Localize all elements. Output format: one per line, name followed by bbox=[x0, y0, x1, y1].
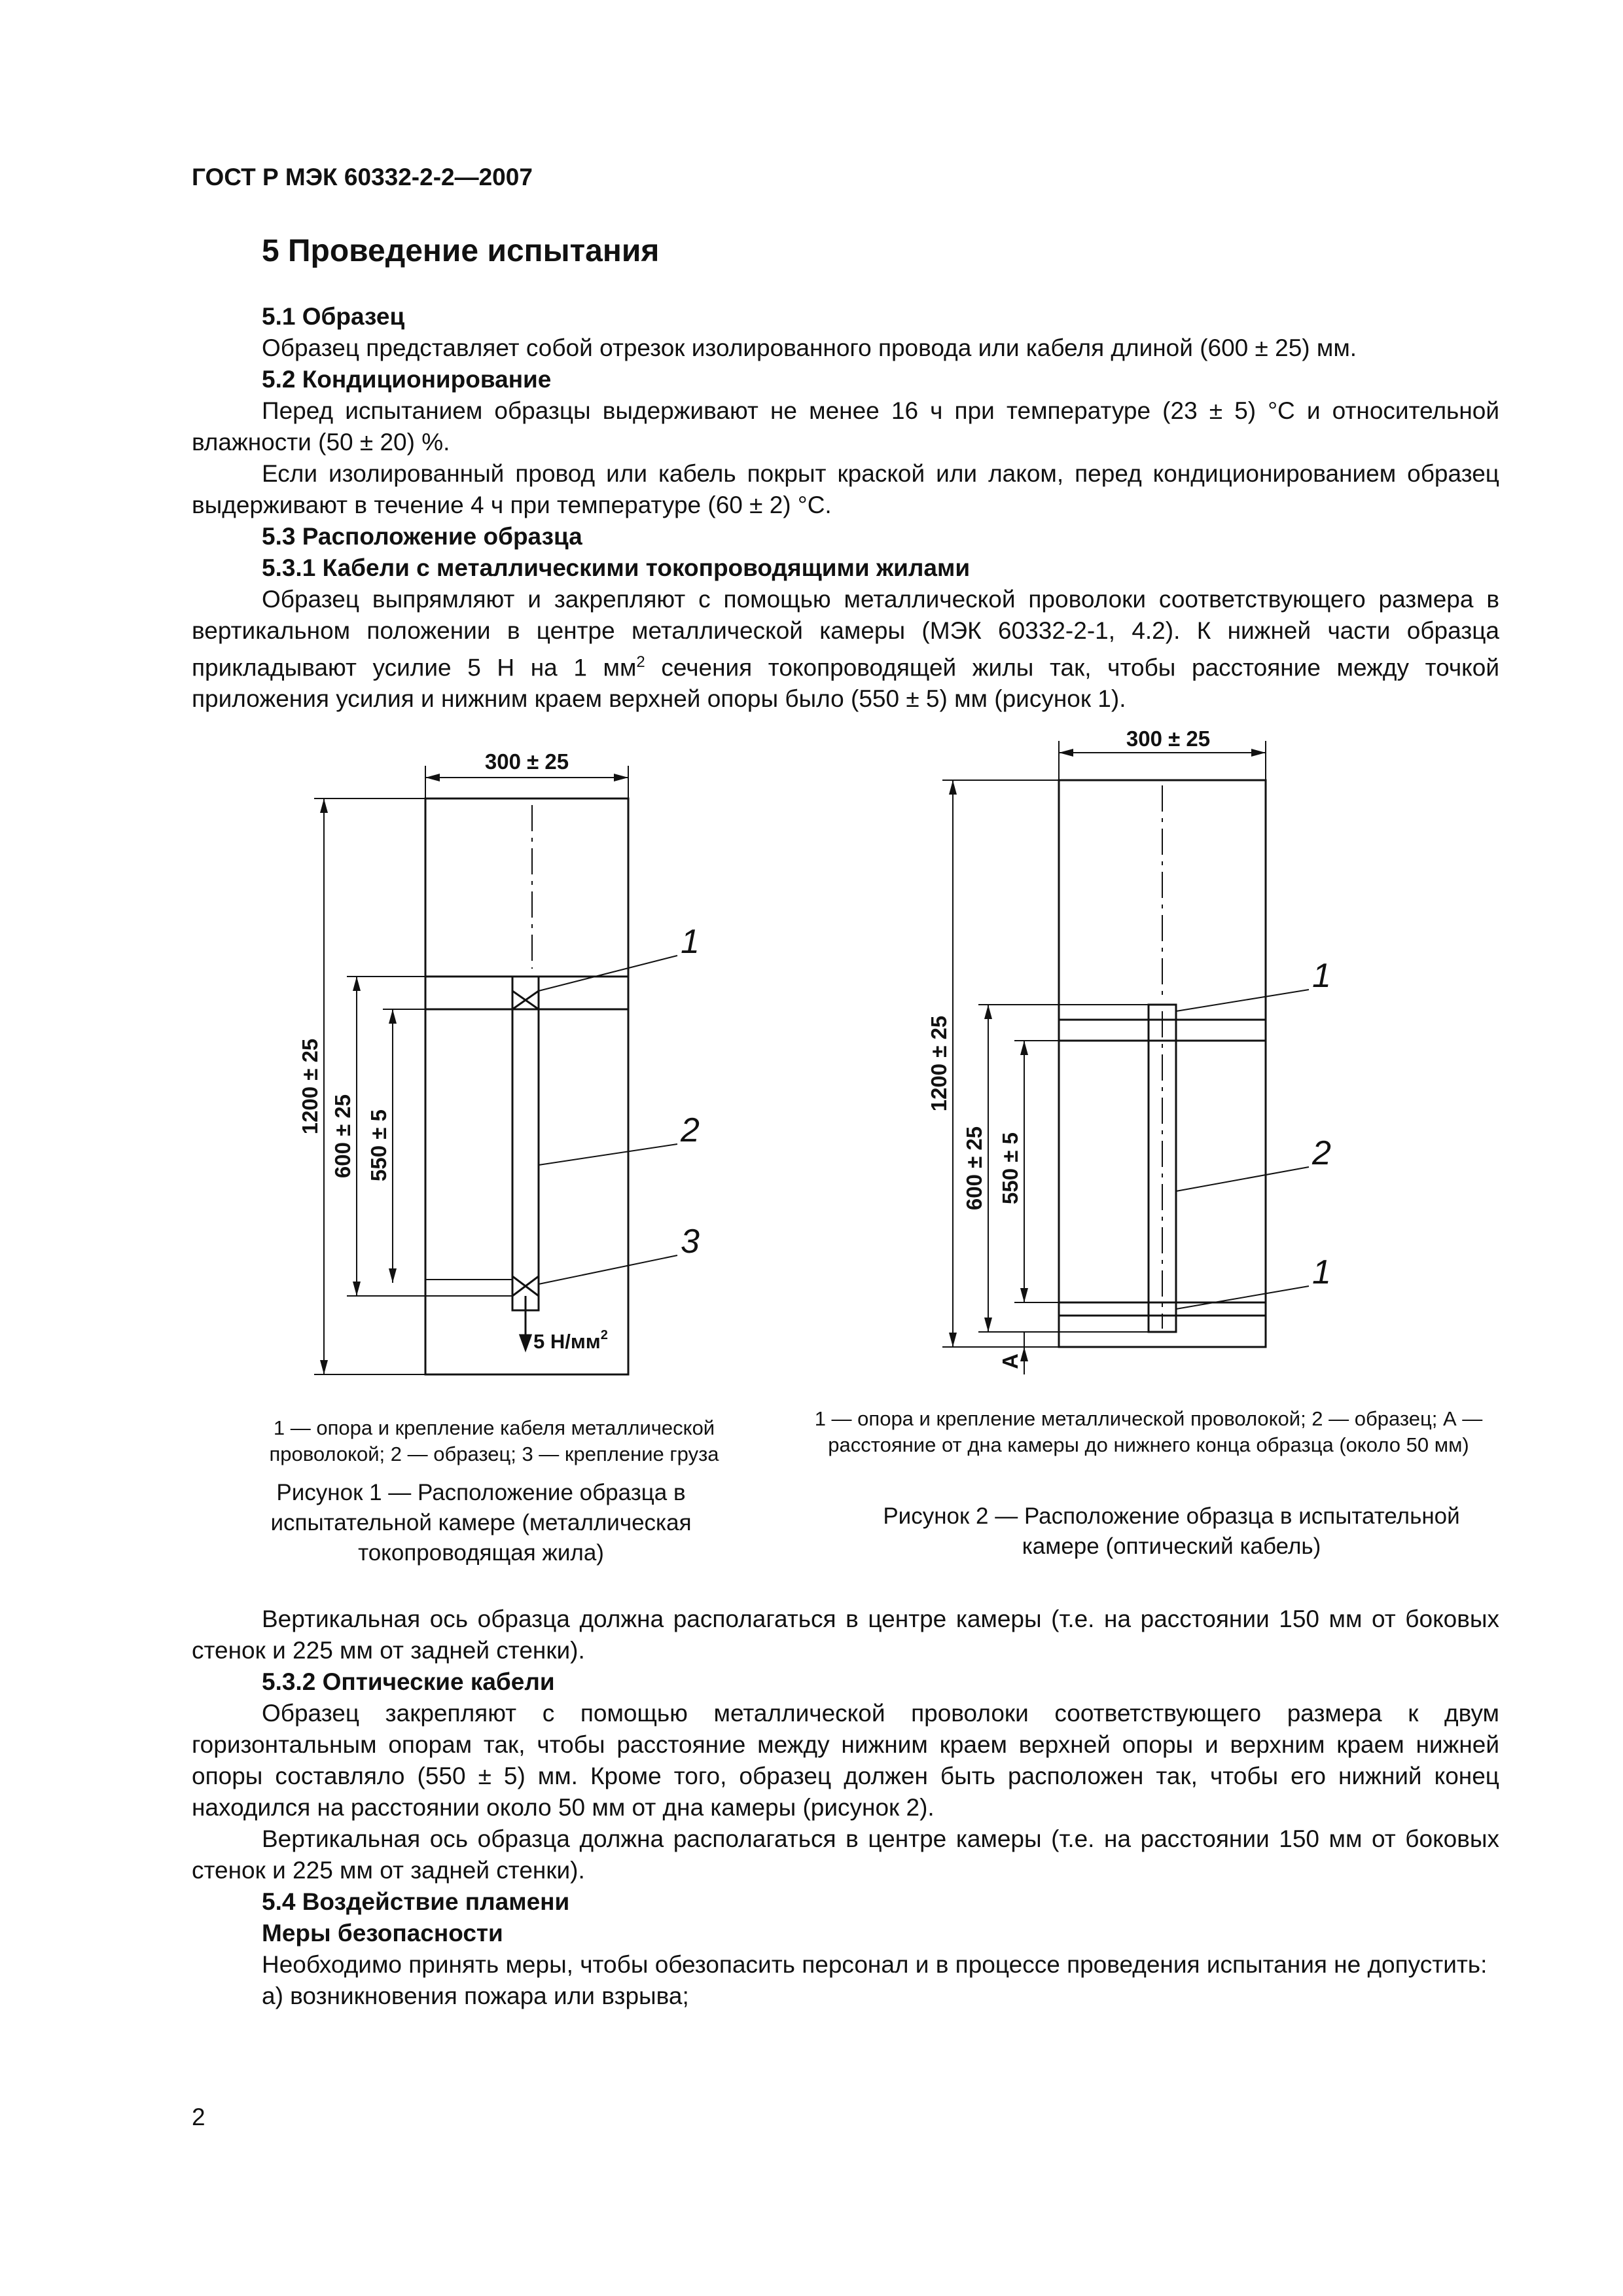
fig1-1200-label: 1200 ± 25 bbox=[298, 1038, 322, 1135]
fig1-leader-3 bbox=[539, 1255, 677, 1284]
fig1-force-arrow bbox=[520, 1335, 531, 1350]
subsection-5-3-title: 5.3 Расположение образца bbox=[262, 523, 582, 550]
subsection-5-1-title: 5.1 Образец bbox=[262, 303, 405, 330]
text-block-bottom bbox=[192, 1604, 1499, 2012]
fig1-leader-2 bbox=[539, 1144, 677, 1165]
fig1-callout-3: 3 bbox=[681, 1223, 700, 1261]
subsection-5-2-title: 5.2 Кондиционирование bbox=[262, 366, 552, 393]
fig2-leader-1-bottom bbox=[1176, 1286, 1309, 1309]
s531-superscript: 2 bbox=[636, 653, 645, 671]
subsection-5-3-2-text: Образец закрепляют с помощью металлической проволоки соответствующего размера к двум горизонтальным опорам так, чтобы расстояние между нижним краем верхней опоры и верхним краем нижней опоры составляло (550 ± 5) мм. Кроме того, образец должен быть расположен так, чтобы его нижний конец находился на расстоянии около 50 мм от дна камеры (рисунок 2). bbox=[192, 1700, 1499, 1821]
fig2-1200-label: 1200 ± 25 bbox=[927, 1015, 951, 1112]
fig1-550-label: 550 ± 5 bbox=[366, 1109, 391, 1181]
fig2-callout-1-top: 1 bbox=[1312, 957, 1331, 995]
subsection-5-4-title: 5.4 Воздействие пламени bbox=[262, 1888, 570, 1915]
fig2-leader-1-top bbox=[1176, 990, 1309, 1011]
s531-text-part-a: Образец выпрямляют и закрепляют с помощью металлической проволоки соответствующего размера в вертикальном положении в центре металлической камеры (МЭК 60332-2-1, 4.2). К нижней части образца прикладывают усилие 5 Н на 1 мм bbox=[192, 586, 1499, 681]
fig2-550-label: 550 ± 5 bbox=[998, 1132, 1022, 1204]
fig1-callout-1: 1 bbox=[681, 923, 700, 961]
subsection-5-2-text-2: Если изолированный провод или кабель покрыт краской или лаком, перед кондиционированием образец выдерживают в течение 4 ч при температуре (60 ± 2) °С. bbox=[192, 460, 1499, 518]
subsection-5-3-2-title: 5.3.2 Оптические кабели bbox=[262, 1668, 555, 1695]
fig1-callout-2: 2 bbox=[681, 1111, 700, 1149]
axis-paragraph-1: Вертикальная ось образца должна располагаться в центре камеры (т.е. на расстоянии 150 мм от боковых стенок и 225 мм от задней стенки). bbox=[192, 1605, 1499, 1664]
fig1-specimen bbox=[512, 977, 539, 1310]
fig2-callout-2: 2 bbox=[1312, 1134, 1331, 1172]
fig1-caption: Рисунок 1 — Расположение образца в испытательной камере (металлическая токопроводящая жила) bbox=[270, 1480, 692, 1566]
fig1-leader-1 bbox=[539, 956, 677, 991]
fig1-legend: 1 — опора и крепление кабеля металлической проволокой; 2 — образец; 3 — крепление груза bbox=[269, 1416, 719, 1465]
page-number: 2 bbox=[192, 2104, 205, 2130]
subsection-5-2-text-1: Перед испытанием образцы выдерживают не менее 16 ч при температуре (23 ± 5) °С и относительной влажности (50 ± 20) %. bbox=[192, 397, 1499, 456]
fig1-force-label: 5 $Н/мм^2$ bbox=[533, 1328, 608, 1353]
fig2-a-label: A bbox=[998, 1354, 1022, 1369]
subsection-5-1-text: Образец представляет собой отрезок изолированного провода или кабеля длиной (600 ± 25) мм. bbox=[262, 334, 1357, 361]
list-item-a: а) возникновения пожара или взрыва; bbox=[262, 1982, 689, 2009]
fig2-leader-2 bbox=[1176, 1167, 1309, 1191]
fig2-callout-1-bottom: 1 bbox=[1312, 1253, 1331, 1291]
fig1-600-label: 600 ± 25 bbox=[330, 1094, 355, 1179]
fig1-width-label: 300 ± 25 bbox=[484, 749, 569, 774]
safety-title: Меры безопасности bbox=[262, 1920, 503, 1946]
subsection-5-3-1-title: 5.3.1 Кабели с металлическими токопроводящими жилами bbox=[262, 554, 971, 581]
s531-text-part-b: сечения токопроводящей жилы так, чтобы расстояние между точкой приложения усилия и нижним краем верхней опоры было (550 ± 5) мм (рисунок 1). bbox=[192, 654, 1499, 713]
axis-paragraph-2: Вертикальная ось образца должна располагаться в центре камеры (т.е. на расстоянии 150 мм от боковых стенок и 225 мм от задней стенки). bbox=[192, 1825, 1499, 1884]
section-title: 5 Проведение испытания bbox=[262, 234, 660, 268]
safety-text: Необходимо принять меры, чтобы обезопасить персонал и в процессе проведения испытания не допустить: bbox=[262, 1951, 1488, 1978]
fig2-caption: Рисунок 2 — Расположение образца в испытательной камере (оптический кабель) bbox=[883, 1503, 1460, 1559]
fig2-width-label: 300 ± 25 bbox=[1126, 726, 1211, 751]
fig2-legend: 1 — опора и крепление металлической проволокой; 2 — образец; А — расстояние от дна камеры до нижнего конца образца (около 50 мм) bbox=[814, 1407, 1483, 1456]
document-header: ГОСТ Р МЭК 60332-2-2—2007 bbox=[192, 164, 533, 190]
fig2-600-label: 600 ± 25 bbox=[962, 1126, 986, 1211]
